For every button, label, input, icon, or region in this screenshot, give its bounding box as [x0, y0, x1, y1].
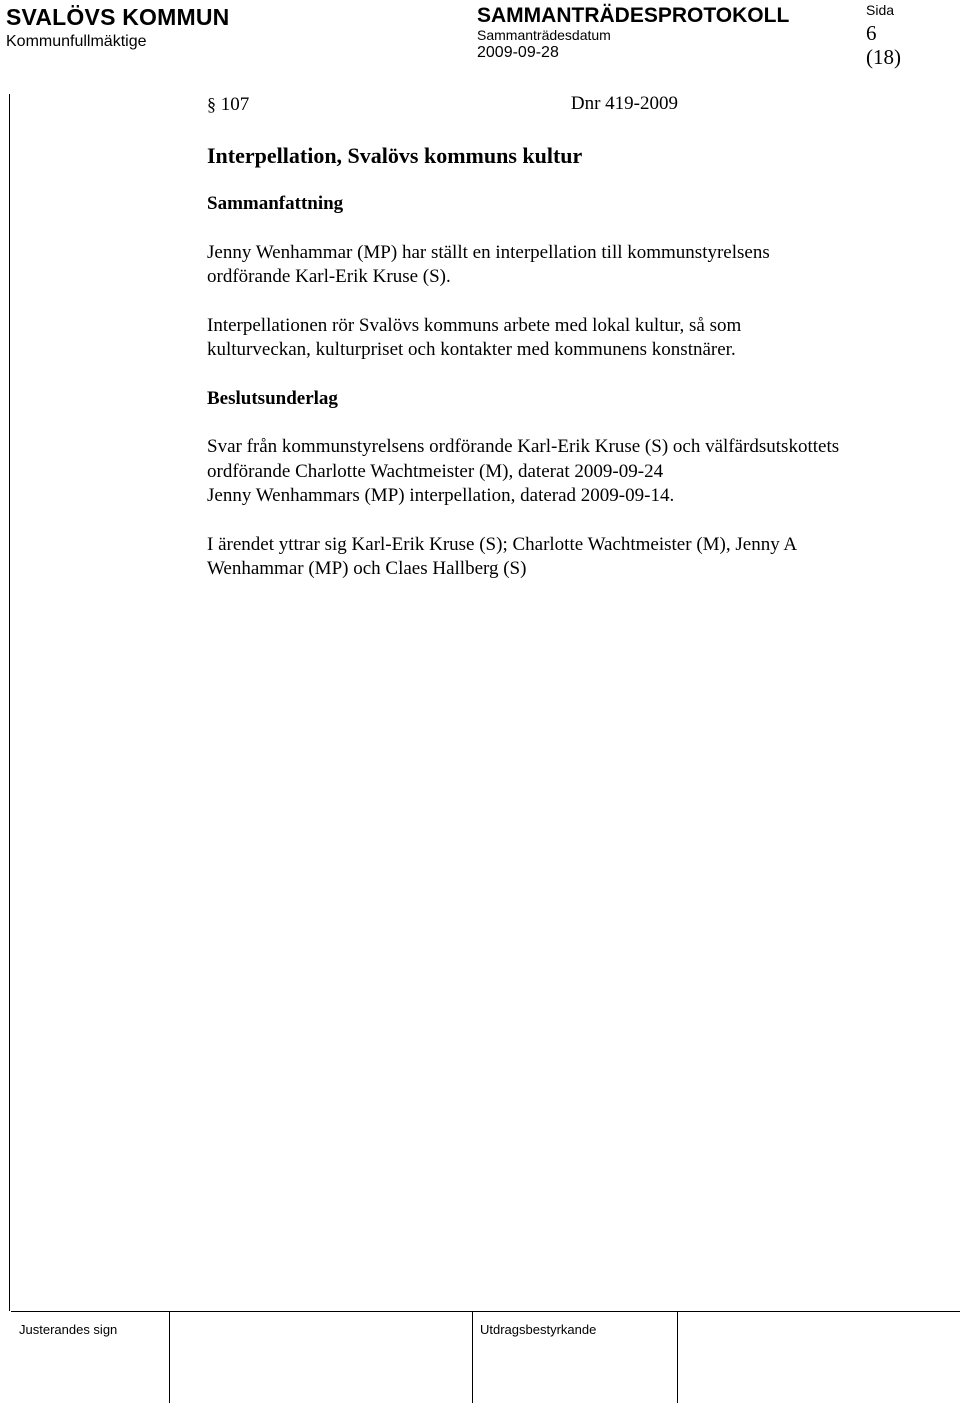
paragraph-heading: [207, 92, 678, 118]
left-margin-rule: [9, 94, 10, 1311]
meeting-date-label: Sammanträdesdatum: [477, 27, 611, 43]
case-title: Interpellation, Svalövs kommuns kultur: [207, 142, 583, 168]
debate-paragraph: [207, 533, 947, 582]
meeting-date: 2009-09-28: [477, 44, 559, 61]
text-line: Jenny Wenhammar (MP) har ställt en interpellation till kommunstyrelsens: [207, 241, 770, 263]
footer-divider: [472, 1311, 473, 1403]
text-line: Jenny Wenhammars (MP) interpellation, daterad 2009-09-14.: [207, 485, 675, 506]
page-label: Sida: [866, 2, 895, 18]
case-number: Dnr 419-2009: [570, 93, 678, 114]
text-line: Wenhammar (MP) och Claes Hallberg (S): [207, 558, 527, 579]
footer-divider: [169, 1311, 170, 1403]
text-line: ordförande Charlotte Wachtmeister (M), daterat 2009-09-24: [207, 460, 664, 482]
adjuster-sign-label: Justerandes sign: [19, 1322, 118, 1337]
organization-name: SVALÖVS KOMMUN: [6, 4, 230, 30]
summary-paragraph-1: [207, 241, 947, 290]
page-number: 6: [866, 21, 877, 45]
text-line: Interpellationen rör Svalövs kommuns arbete med lokal kultur, så som: [207, 314, 742, 336]
text-line: kulturveckan, kulturpriset och kontakter med kommunens konstnärer.: [207, 339, 736, 360]
text-line: ordförande Karl-Erik Kruse (S).: [207, 266, 451, 287]
text-line: Svar från kommunstyrelsens ordförande Karl-Erik Kruse (S) och välfärdsutskottets: [207, 436, 840, 457]
page-total: (18): [866, 45, 901, 69]
document-type: SAMMANTRÄDESPROTOKOLL: [477, 4, 790, 27]
section-sign-icon: §: [207, 94, 216, 114]
footer-rule: [11, 1311, 960, 1312]
organization-body: Kommunfullmäktige: [6, 33, 147, 50]
extract-certifier-label: Utdragsbestyrkande: [480, 1322, 597, 1337]
summary-paragraph-2: [207, 314, 947, 363]
footer-divider: [677, 1311, 678, 1403]
summary-heading: Sammanfattning: [207, 193, 344, 214]
protocol-body: [207, 92, 947, 582]
paragraph-number: § 107: [207, 94, 250, 115]
basis-heading: Beslutsunderlag: [207, 387, 338, 409]
basis-list: [207, 435, 947, 509]
text-line: I ärendet yttrar sig Karl-Erik Kruse (S); Charlotte Wachtmeister (M), Jenny A: [207, 533, 798, 555]
